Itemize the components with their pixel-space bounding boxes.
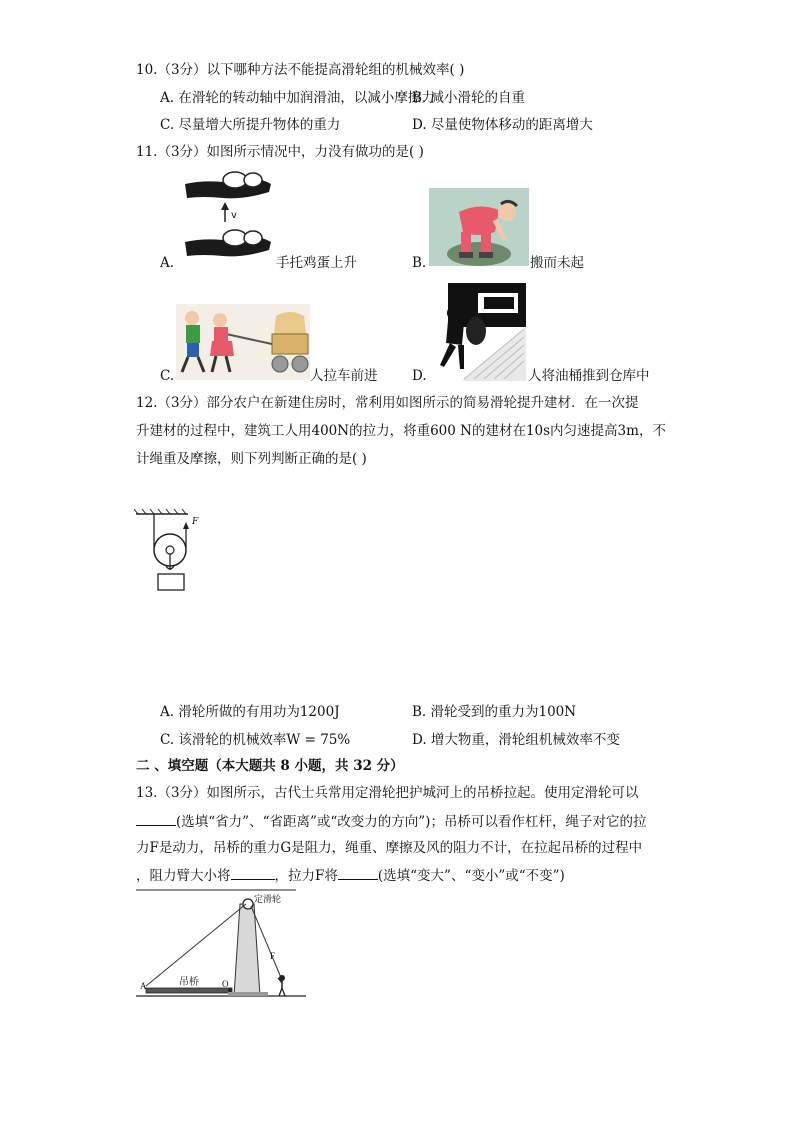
q11-option-b-caption: 搬而未起 [530, 255, 584, 271]
q11-option-a-caption: 手托鸡蛋上升 [276, 255, 357, 271]
q13-line4a: ，阻力臂大小将 [136, 868, 231, 884]
q12-stem-line2: 升建材的过程中，建筑工人用400N的拉力，将重600 N的建材在10s内匀速提高3m，不 [136, 423, 666, 439]
fixed-pulley-label: 定滑轮 [254, 895, 282, 905]
section2-title: 二 、填空题（本大题共 8 小题，共 32 分） [136, 758, 404, 774]
q12-stem-line3: 计绳重及摩擦，则下列判断正确的是( ) [136, 451, 367, 467]
q10-option-b[interactable]: B. 减小滑轮的自重 [412, 90, 526, 106]
q11-option-d-letter[interactable]: D. [412, 368, 427, 384]
q12-option-b[interactable]: B. 滑轮受到的重力为100N [412, 704, 577, 720]
q12-option-a[interactable]: A. 滑轮所做的有用功为1200J [160, 704, 340, 720]
q12-force-label: F [192, 517, 199, 527]
q13-line3: 力F是动力，吊桥的重力G是阻力，绳重、摩擦及风的阻力不计，在拉起吊桥的过程中 [136, 840, 643, 856]
q11-option-d-caption: 人将油桶推到仓库中 [528, 368, 650, 384]
velocity-label: v [231, 210, 237, 221]
point-o-label: O [222, 979, 229, 989]
q13-line2: (选填“省力”、“省距离”或“改变力的方向”)；吊桥可以看作杠杆，绳子对它的拉 [176, 814, 647, 830]
q10-option-d[interactable]: D. 尽量使物体移动的距离增大 [412, 117, 593, 133]
q11-option-c-letter[interactable]: C. [160, 368, 175, 384]
hand-egg-image [183, 170, 275, 265]
q13-line4b: ，拉力F将 [274, 868, 338, 884]
q11-stem: 11.（3分）如图所示情况中，力没有做功的是( ) [136, 144, 424, 160]
q10-option-a[interactable]: A. 在滑轮的转动轴中加润滑油，以减小摩擦力 [160, 90, 435, 106]
q10-option-c[interactable]: C. 尽量增大所提升物体的重力 [160, 117, 341, 133]
figure-force-label: F [270, 951, 276, 961]
q10-stem: 10.（3分）以下哪种方法不能提高滑轮组的机械效率( ) [136, 62, 465, 78]
bridge-label: 吊桥 [179, 977, 199, 988]
push-barrel-image [434, 283, 526, 381]
q13-blank-1[interactable] [136, 811, 176, 826]
pull-cart-image [176, 304, 310, 380]
q11-option-c-caption: 人拉车前进 [310, 368, 378, 384]
point-a-label: A [140, 981, 147, 991]
q11-option-a-letter[interactable]: A. [160, 255, 175, 271]
q13-line4c: (选填“变大”、“变小”或“不变”) [377, 868, 565, 884]
q12-option-c[interactable]: C. 该滑轮的机械效率W = 75% [160, 732, 351, 748]
q13-blank-2[interactable] [231, 865, 275, 880]
q13-line1: 13.（3分）如图所示，古代士兵常用定滑轮把护城河上的吊桥拉起。使用定滑轮可以 [136, 785, 639, 801]
lift-rock-image [429, 188, 529, 266]
q12-option-d[interactable]: D. 增大物重，滑轮组机械效率不变 [412, 732, 620, 748]
q13-blank-3[interactable] [338, 865, 378, 880]
q12-stem-line1: 12.（3分）部分农户在新建住房时，常利用如图所示的简易滑轮提升建材．在一次提 [136, 395, 639, 411]
q11-option-b-letter[interactable]: B. [412, 255, 427, 271]
